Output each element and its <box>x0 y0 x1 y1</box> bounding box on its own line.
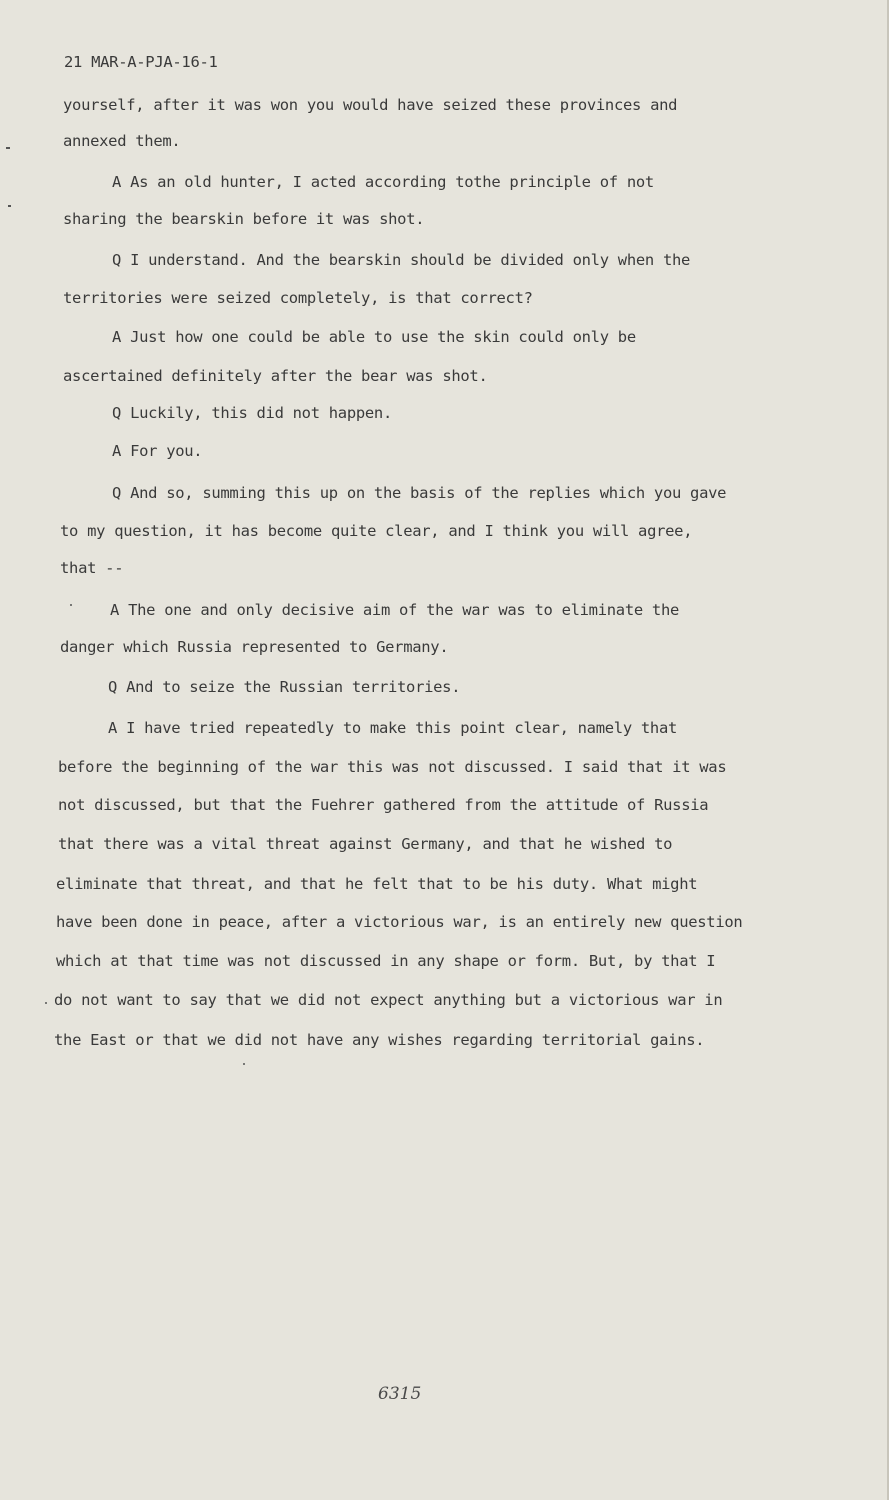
text-line: Q And so, summing this up on the basis of the replies which you gave <box>112 484 727 502</box>
text-line: Q And to seize the Russian territories. <box>108 678 461 696</box>
text-line: Q I understand. And the bearskin should be divided only when the <box>112 251 691 269</box>
text-line: A For you. <box>112 442 203 460</box>
text-line: eliminate that threat, and that he felt that to be his duty. What might <box>56 875 698 893</box>
text-line: the East or that we did not have any wishes regarding territorial gains. <box>54 1031 705 1049</box>
text-line: yourself, after it was won you would have seized these provinces and <box>63 96 678 114</box>
text-line: A Just how one could be able to use the skin could only be <box>112 328 636 346</box>
text-line: annexed them. <box>63 132 181 150</box>
text-line: not discussed, but that the Fuehrer gathered from the attitude of Russia <box>58 796 709 814</box>
text-line: ascertained definitely after the bear was shot. <box>63 367 488 385</box>
margin-dot <box>70 604 72 606</box>
text-line: that there was a vital threat against Germany, and that he wished to <box>58 835 673 853</box>
text-line: territories were seized completely, is that correct? <box>63 289 533 307</box>
text-line: which at that time was not discussed in any shape or form. But, by that I <box>56 952 716 970</box>
text-line: A As an old hunter, I acted according tothe principle of not <box>112 173 654 191</box>
text-line: to my question, it has become quite clear, and I think you will agree, <box>60 522 693 540</box>
text-line: have been done in peace, after a victorious war, is an entirely new question <box>56 913 743 931</box>
margin-mark <box>6 147 10 149</box>
margin-dot <box>243 1063 245 1065</box>
text-line: A I have tried repeatedly to make this point clear, namely that <box>108 719 678 737</box>
page-number: 6315 <box>378 1384 422 1404</box>
text-line: do not want to say that we did not expect anything but a victorious war in <box>54 991 723 1009</box>
margin-dot <box>45 1002 47 1004</box>
text-line: A The one and only decisive aim of the war was to eliminate the <box>110 601 680 619</box>
text-line: sharing the bearskin before it was shot. <box>63 210 425 228</box>
text-line: Q Luckily, this did not happen. <box>112 404 392 422</box>
document-header: 21 MAR-A-PJA-16-1 <box>64 53 218 71</box>
text-line: that -- <box>60 559 124 577</box>
text-line: danger which Russia represented to Germany. <box>60 638 449 656</box>
text-line: before the beginning of the war this was not discussed. I said that it was <box>58 758 727 776</box>
margin-mark <box>8 205 11 207</box>
